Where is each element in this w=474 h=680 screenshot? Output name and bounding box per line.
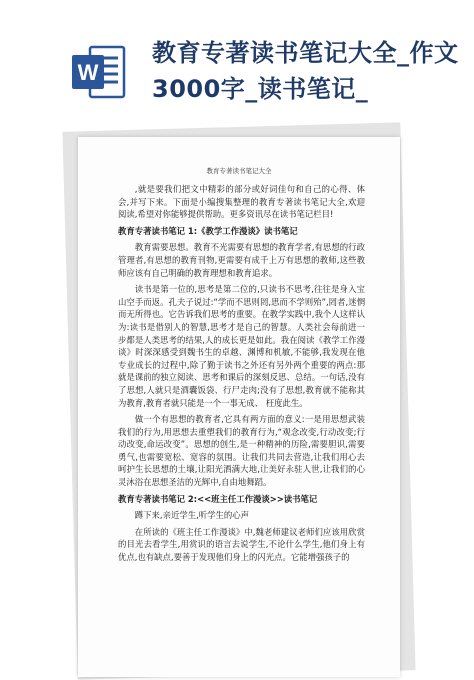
word-document-icon bbox=[70, 43, 128, 101]
section-heading: 教育专著读书笔记 1:《教学工作漫谈》读书笔记 bbox=[118, 225, 298, 236]
title-banner bbox=[0, 0, 474, 125]
document-body bbox=[118, 183, 365, 568]
body-paragraph: 在所读的《班主任工作漫谈》中,魏老师建议老师们应该用欣赏的目光去看学生,用赏识的语言去说学生,不论什么学生,他们身上有优点,也有缺点,要善于发现他们身上的闪光点。它能增强孩子的 bbox=[118, 526, 365, 563]
body-paragraph: 读书是第一位的,思考是第二位的,只读书不思考,往往是身入宝山空手而返。孔夫子说过:“学而不思则罔,思而不学则殆”,罔者,迷惘而无所得也。它告诉我们思考的重要。在教学实践中,我个人这样认为:读书是借别人的智慧,思考才是自己的智慧。人类社会每前进一步都是人类思考的结果,人的成长更是如此。我在阅读《教学工作漫谈》时深深感受到魏书生的卓越、渊博和机敏,不能够,我发现在他专业成长的过程中,除了勤于读书之外还有另外两个重要的两点:那就是课前的独立阅读、思考和课后的深刻反思、总结。一句话,没有了思想,人就只是酒囊饭袋、行尸走肉;没有了思想,教育就不能称其为教育,教育者就只能是一个一事无成、 枉度此生。 bbox=[118, 284, 365, 408]
body-paragraph: ,就是要我们把文中精彩的部分或好词佳句和自己的心得、体会,并写下来。下面是小编搜集整理的教育专著读书笔记大全,欢迎阅读,希望对你能够提供帮助。更多资讯尽在读书笔记栏目! bbox=[118, 184, 365, 220]
body-paragraph: 做一个有思想的教育者,它具有两方面的意义:一是用思想武装我们的行为,用思想去重塑我们的教育行为,“观念改变,行动改变;行动改变,命运改变”。思想的创生,是一种精神的历险,需要胆识,需要勇气,也需要宽松、宽容的氛围。让我们共同去营造,让我们用心去呵护生长思想的土壤,让阳光洒满大地,让美好永驻人世,让我们的心灵沐浴在思想圣洁的光辉中,自由地舞蹈。 bbox=[118, 414, 365, 488]
word-icon-letter: W bbox=[77, 60, 99, 85]
document-page bbox=[78, 137, 400, 677]
body-paragraph: 教育需要思想。教育不光需要有思想的教育学者,有思想的行政管理者,有思想的教育刊物,更需要有成千上万有思想的教师,这些教师应该有自己明确的教育理想和教育追求。 bbox=[118, 242, 365, 278]
body-paragraph: 蹲下来,亲近学生,听学生的心声 bbox=[134, 510, 249, 521]
page-title: 教育专著读书笔记大全_作文3000字_读书笔记_ bbox=[152, 39, 459, 103]
section-heading: 教育专著读书笔记 2:<<班主任工作漫谈>>读书笔记 bbox=[118, 493, 318, 504]
document-header: 教育专著读书笔记大全 bbox=[206, 167, 272, 175]
